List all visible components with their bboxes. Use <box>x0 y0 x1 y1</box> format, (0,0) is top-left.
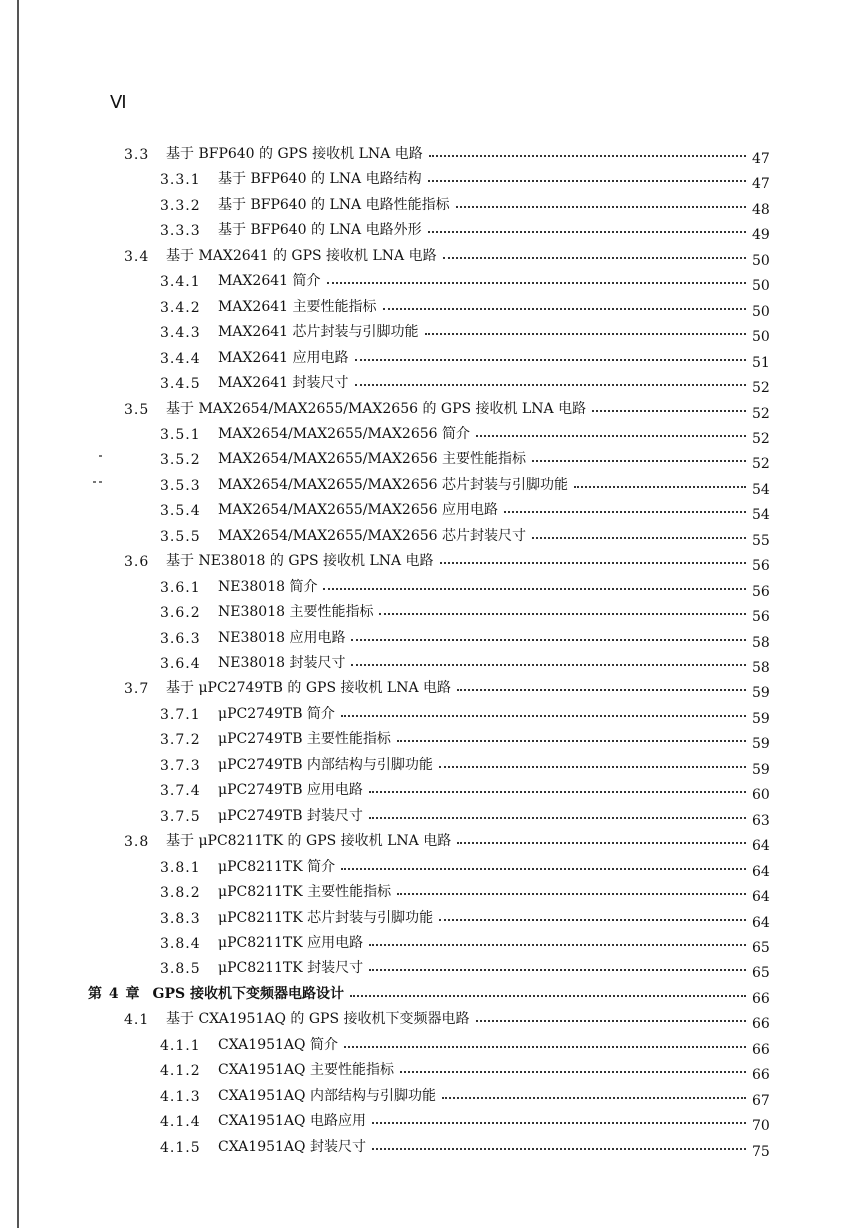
toc-entry-title: μPC2749TB 应用电路 <box>218 782 363 799</box>
toc-entry-title: μPC2749TB 简介 <box>218 705 335 722</box>
toc-entry-number: 4.1.2 <box>160 1063 201 1080</box>
toc-entry-title: 基于 MAX2654/MAX2655/MAX2656 的 GPS 接收机 LNA 电路 <box>166 400 587 417</box>
toc-entry-page: 49 <box>752 227 770 244</box>
toc-entry-number: 4.1.1 <box>160 1037 201 1054</box>
toc-entry-page: 54 <box>752 481 770 498</box>
toc-dot-leader <box>369 943 746 946</box>
toc-entry-title: NE38018 简介 <box>218 578 318 595</box>
toc-entry-page: 63 <box>752 812 770 829</box>
toc-dot-leader <box>442 1096 746 1099</box>
toc-dot-leader <box>369 790 746 793</box>
toc-dot-leader <box>341 714 746 717</box>
toc-entry <box>160 902 778 931</box>
toc-entry <box>160 163 778 193</box>
toc-dot-leader <box>425 332 747 335</box>
toc-dot-leader <box>439 918 746 921</box>
toc-entry <box>160 367 778 397</box>
toc-dot-leader <box>372 1121 746 1124</box>
toc-entry-number: 3.8.4 <box>160 935 201 952</box>
toc-entry-number: 3.8.5 <box>160 961 201 978</box>
toc-entry-number: 3.8.3 <box>160 910 201 927</box>
toc-dot-leader <box>351 638 746 641</box>
toc-entry-page: 66 <box>752 1041 770 1058</box>
toc-entry-page: 50 <box>752 303 770 320</box>
toc-entry-number: 3.8 <box>124 834 150 851</box>
toc-dot-leader <box>323 587 746 590</box>
toc-entry-title: MAX2654/MAX2655/MAX2656 主要性能指标 <box>218 451 527 468</box>
toc-entry <box>160 571 778 600</box>
toc-entry-page: 59 <box>752 710 770 727</box>
toc-entry-title: μPC8211TK 芯片封装与引脚功能 <box>218 909 434 926</box>
toc-entry <box>160 342 778 371</box>
toc-entry-title: μPC8211TK 主要性能指标 <box>218 884 392 901</box>
toc-entry-page: 48 <box>752 201 770 218</box>
toc-entry <box>160 851 778 880</box>
toc-entry <box>124 240 778 269</box>
toc-entry-page: 56 <box>752 609 770 626</box>
toc-entry-title: GPS 接收机下变频器电路设计 <box>152 985 344 1002</box>
toc-entry-number: 3.6 <box>124 554 150 571</box>
toc-entry-title: MAX2654/MAX2655/MAX2656 简介 <box>218 425 471 442</box>
toc-entry <box>160 1080 778 1109</box>
toc-entry-page: 50 <box>752 252 770 269</box>
toc-entry-page: 58 <box>752 660 770 676</box>
toc-entry <box>160 418 778 447</box>
toc-entry-title: MAX2654/MAX2655/MAX2656 芯片封装与引脚功能 <box>218 476 569 493</box>
toc-entry-title: MAX2641 简介 <box>218 273 321 290</box>
page-number: Ⅵ <box>110 92 127 112</box>
toc-entry-title: μPC8211TK 应用电路 <box>218 934 364 951</box>
toc-entry <box>160 214 778 244</box>
toc-entry-page: 54 <box>752 507 770 524</box>
toc-entry-page: 50 <box>752 329 770 346</box>
toc-entry-page: 59 <box>752 685 770 702</box>
toc-dot-leader <box>457 688 746 691</box>
toc-dot-leader <box>344 1045 746 1048</box>
toc-entry-page: 64 <box>752 863 770 880</box>
toc-dot-leader <box>369 968 746 971</box>
toc-dot-leader <box>574 485 746 488</box>
toc-entry-number: 3.4 <box>124 248 150 265</box>
toc-entry-page: 50 <box>752 278 770 295</box>
toc-entry <box>160 622 778 651</box>
toc-entry-page: 59 <box>752 761 770 778</box>
toc-entry-page: 70 <box>752 1118 770 1135</box>
toc-entry <box>160 316 778 346</box>
toc-entry-number: 3.7.2 <box>160 732 201 749</box>
toc-dot-leader <box>440 561 746 564</box>
toc-dot-leader <box>504 510 746 513</box>
toc-entry-number: 3.5.2 <box>160 452 201 469</box>
toc-entry-title: MAX2641 芯片封装与引脚功能 <box>218 324 419 341</box>
scan-speck <box>99 455 102 457</box>
toc-entry-number: 4.1 <box>124 1012 150 1029</box>
toc-entry-page: 56 <box>752 583 770 600</box>
toc-dot-leader <box>476 1019 746 1022</box>
toc-entry-title: CXA1951AQ 主要性能指标 <box>218 1062 394 1079</box>
toc-entry <box>124 393 778 422</box>
toc-entry-page: 64 <box>752 838 770 855</box>
toc-entry-number: 3.5.1 <box>160 426 201 443</box>
toc-entry <box>160 494 778 524</box>
toc-entry-page: 55 <box>752 532 770 549</box>
toc-entry <box>160 291 778 320</box>
toc-entry-title: NE38018 封装尺寸 <box>218 655 346 671</box>
toc-entry-number: 4.1.4 <box>160 1114 201 1131</box>
toc-dot-leader <box>327 281 747 284</box>
toc-dot-leader <box>532 459 746 462</box>
toc-dot-leader <box>350 994 746 997</box>
toc-entry-title: CXA1951AQ 内部结构与引脚功能 <box>218 1087 436 1104</box>
toc-dot-leader <box>476 434 746 437</box>
toc-entry-title: 基于 MAX2641 的 GPS 接收机 LNA 电路 <box>166 247 437 264</box>
toc-entry-number: 3.5 <box>124 401 150 418</box>
toc-entry <box>124 672 778 702</box>
toc-entry <box>160 800 778 829</box>
toc-dot-leader <box>456 205 746 208</box>
toc-entry <box>160 1105 778 1135</box>
toc-entry <box>160 443 778 473</box>
toc-entry <box>160 189 778 218</box>
toc-dot-leader <box>369 816 746 819</box>
toc-entry-title: 基于 BFP640 的 LNA 电路外形 <box>218 222 422 239</box>
toc-entry-number: 3.7 <box>124 681 150 698</box>
toc-dot-leader <box>355 383 747 386</box>
toc-dot-leader <box>372 1147 746 1150</box>
toc-entry-page: 75 <box>752 1143 770 1160</box>
toc-entry <box>160 469 778 498</box>
toc-entry <box>160 952 778 982</box>
toc-entry-page: 67 <box>752 1092 770 1109</box>
toc-dot-leader <box>532 536 746 539</box>
toc-entry-number: 3.3.2 <box>160 197 201 214</box>
toc-entry-page: 66 <box>752 990 770 1007</box>
toc-entry-title: 基于 CXA1951AQ 的 GPS 接收机下变频器电路 <box>166 1011 470 1028</box>
toc-entry-title: 基于 BFP640 的 GPS 接收机 LNA 电路 <box>166 146 423 162</box>
toc-entry-page: 52 <box>752 456 770 473</box>
toc-entry-page: 52 <box>752 380 770 397</box>
toc-entry-page: 51 <box>752 354 770 371</box>
toc-entry-number: 4.1.3 <box>160 1088 201 1105</box>
toc-dot-leader <box>379 612 746 615</box>
toc-entry-page: 66 <box>752 1016 770 1033</box>
toc-entry-title: 基于 NE38018 的 GPS 接收机 LNA 电路 <box>166 553 434 570</box>
toc-entry <box>88 978 778 1007</box>
toc-entry-page: 64 <box>752 889 770 906</box>
toc-entry <box>124 545 778 575</box>
toc-dot-leader <box>397 739 746 742</box>
toc-entry-number: 3.5.5 <box>160 528 201 545</box>
toc-entry-page: 60 <box>752 787 770 804</box>
toc-entry-number: 3.6.4 <box>160 656 201 672</box>
toc-entry-title: MAX2641 应用电路 <box>218 349 349 366</box>
toc-entry-title: NE38018 应用电路 <box>218 629 346 646</box>
toc-entry-number: 3.4.5 <box>160 376 201 393</box>
toc-dot-leader <box>351 663 746 666</box>
toc-entry-title: 基于 μPC2749TB 的 GPS 接收机 LNA 电路 <box>166 680 452 697</box>
toc-dot-leader <box>383 307 747 310</box>
toc-dot-leader <box>397 892 746 895</box>
toc-entry <box>160 1054 778 1084</box>
toc-entry-title: MAX2654/MAX2655/MAX2656 应用电路 <box>218 502 499 519</box>
toc-entry-number: 3.3 <box>124 147 150 163</box>
toc-entry-number: 3.6.2 <box>160 605 201 622</box>
toc-entry <box>160 647 778 676</box>
toc-entry <box>160 265 778 295</box>
toc-dot-leader <box>341 867 746 870</box>
toc-entry-number: 3.4.2 <box>160 299 201 316</box>
toc-entry <box>160 723 778 753</box>
toc-entry <box>124 825 778 855</box>
toc-dot-leader <box>428 179 746 182</box>
toc-entry-number: 3.8.1 <box>160 859 201 876</box>
toc-entry-number: 3.5.4 <box>160 503 201 520</box>
toc-entry <box>160 698 778 727</box>
toc-entry <box>160 596 778 626</box>
toc-entry-number: 3.8.2 <box>160 885 201 902</box>
toc-entry-page: 52 <box>752 405 770 422</box>
toc-dot-leader <box>429 154 746 157</box>
toc-entry <box>124 1003 778 1033</box>
toc-entry-title: 基于 μPC8211TK 的 GPS 接收机 LNA 电路 <box>166 833 452 850</box>
toc-entry-title: CXA1951AQ 简介 <box>218 1036 338 1053</box>
toc-entry-page: 47 <box>752 151 770 167</box>
toc-entry <box>160 749 778 778</box>
toc-entry-number: 3.7.1 <box>160 706 201 723</box>
toc-entry-title: 基于 BFP640 的 LNA 电路性能指标 <box>218 196 450 213</box>
toc-entry-title: MAX2641 主要性能指标 <box>218 298 377 315</box>
toc-entry-title: MAX2654/MAX2655/MAX2656 芯片封装尺寸 <box>218 527 527 544</box>
toc-entry-title: μPC2749TB 封装尺寸 <box>218 807 363 824</box>
toc-entry-number: 3.4.3 <box>160 325 201 342</box>
toc-entry-number: 3.3.3 <box>160 223 201 240</box>
toc-entry-number: 4.1.5 <box>160 1139 201 1156</box>
toc-entry-title: 基于 BFP640 的 LNA 电路结构 <box>218 171 422 188</box>
toc-entry-title: CXA1951AQ 电路应用 <box>218 1113 366 1130</box>
toc-dot-leader <box>443 256 746 259</box>
toc-entry-title: μPC8211TK 封装尺寸 <box>218 960 364 977</box>
toc-entry-number: 3.6.1 <box>160 579 201 596</box>
toc-entry-title: μPC2749TB 主要性能指标 <box>218 731 391 748</box>
toc-entry-number: 3.3.1 <box>160 172 201 189</box>
toc-entry-page: 65 <box>752 939 770 956</box>
toc-entry <box>160 876 778 906</box>
toc-entry <box>160 520 778 549</box>
toc-entry-page: 65 <box>752 965 770 982</box>
toc-entry-title: μPC8211TK 简介 <box>218 858 336 875</box>
toc-dot-leader <box>439 765 746 768</box>
scan-speck <box>99 481 102 483</box>
toc-entry-title: NE38018 主要性能指标 <box>218 604 374 621</box>
toc-entry-page: 52 <box>752 430 770 447</box>
toc-entry-number: 3.7.4 <box>160 783 201 800</box>
toc-entry <box>124 138 778 167</box>
page-binding-line <box>17 0 19 1228</box>
toc-entry-title: μPC2749TB 内部结构与引脚功能 <box>218 756 433 773</box>
toc-entry-page: 66 <box>752 1067 770 1084</box>
toc-entry <box>160 774 778 804</box>
toc-dot-leader <box>457 841 746 844</box>
toc-entry <box>160 1131 778 1160</box>
toc-entry-number: 3.7.3 <box>160 757 201 774</box>
toc-dot-leader <box>355 358 747 361</box>
toc-entry-number: 3.4.1 <box>160 274 201 291</box>
toc-entry <box>160 1029 778 1058</box>
toc-entry-page: 47 <box>752 176 770 193</box>
toc-entry <box>160 927 778 956</box>
toc-entry-number: 3.4.4 <box>160 350 201 367</box>
toc-entry-number: 3.5.3 <box>160 477 201 494</box>
toc-entry-page: 58 <box>752 634 770 651</box>
toc-dot-leader <box>428 230 746 233</box>
toc-dot-leader <box>592 409 746 412</box>
toc-entry-number: 3.6.3 <box>160 630 201 647</box>
toc-dot-leader <box>400 1070 746 1073</box>
toc-entry-title: MAX2641 封装尺寸 <box>218 375 349 392</box>
toc-entry-title: CXA1951AQ 封装尺寸 <box>218 1138 366 1155</box>
toc-entry-page: 59 <box>752 736 770 753</box>
toc-entry-number: 第 4 章 <box>88 985 141 1002</box>
toc-entry-page: 64 <box>752 914 770 931</box>
scan-speck <box>93 481 96 483</box>
toc-entry-number: 3.7.5 <box>160 808 201 825</box>
toc-entry-page: 56 <box>752 558 770 575</box>
